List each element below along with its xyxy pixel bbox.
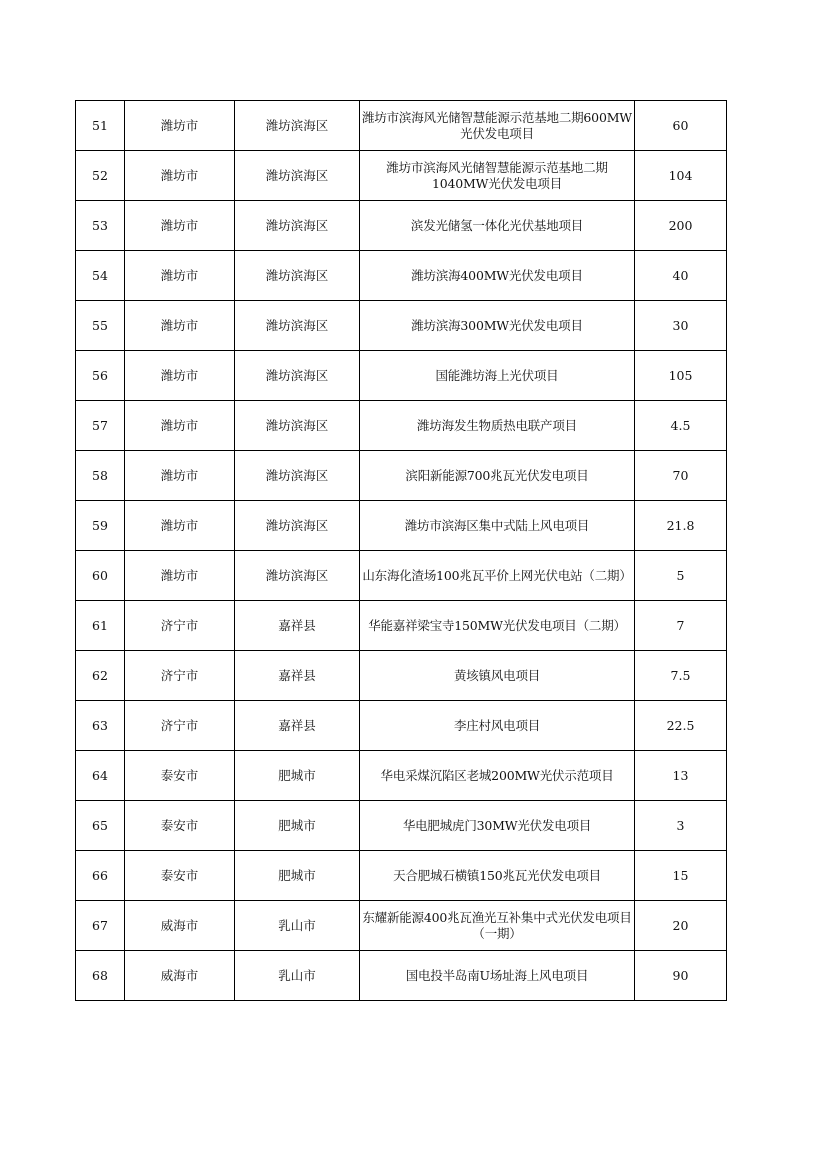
- district-cell: 潍坊滨海区: [235, 551, 360, 601]
- project-name-cell: 李庄村风电项目: [360, 701, 635, 751]
- city-cell: 潍坊市: [125, 351, 235, 401]
- project-name-cell: 天合肥城石横镇150兆瓦光伏发电项目: [360, 851, 635, 901]
- row-number-cell: 63: [76, 701, 125, 751]
- capacity-cell: 20: [635, 901, 727, 951]
- row-number-cell: 51: [76, 101, 125, 151]
- city-cell: 潍坊市: [125, 201, 235, 251]
- city-cell: 威海市: [125, 901, 235, 951]
- project-name-cell: 潍坊市滨海风光储智慧能源示范基地二期1040MW光伏发电项目: [360, 151, 635, 201]
- project-name-cell: 国能潍坊海上光伏项目: [360, 351, 635, 401]
- capacity-cell: 70: [635, 451, 727, 501]
- capacity-cell: 7: [635, 601, 727, 651]
- city-cell: 潍坊市: [125, 401, 235, 451]
- table-row: [76, 951, 727, 1001]
- district-cell: 潍坊滨海区: [235, 251, 360, 301]
- city-cell: 潍坊市: [125, 301, 235, 351]
- capacity-cell: 5: [635, 551, 727, 601]
- capacity-cell: 13: [635, 751, 727, 801]
- city-cell: 威海市: [125, 951, 235, 1001]
- district-cell: 嘉祥县: [235, 701, 360, 751]
- city-cell: 潍坊市: [125, 101, 235, 151]
- row-number-cell: 58: [76, 451, 125, 501]
- project-name-cell: 滨发光储氢一体化光伏基地项目: [360, 201, 635, 251]
- project-name-cell: 潍坊滨海300MW光伏发电项目: [360, 301, 635, 351]
- table-row: [76, 401, 727, 451]
- table-row: [76, 101, 727, 151]
- city-cell: 泰安市: [125, 751, 235, 801]
- row-number-cell: 52: [76, 151, 125, 201]
- table-row: [76, 701, 727, 751]
- table-row: [76, 651, 727, 701]
- table-row: [76, 301, 727, 351]
- district-cell: 潍坊滨海区: [235, 151, 360, 201]
- row-number-cell: 66: [76, 851, 125, 901]
- capacity-cell: 105: [635, 351, 727, 401]
- project-name-cell: 潍坊海发生物质热电联产项目: [360, 401, 635, 451]
- project-name-cell: 黄垓镇风电项目: [360, 651, 635, 701]
- table-row: [76, 901, 727, 951]
- district-cell: 嘉祥县: [235, 601, 360, 651]
- city-cell: 潍坊市: [125, 551, 235, 601]
- table-row: [76, 551, 727, 601]
- city-cell: 潍坊市: [125, 451, 235, 501]
- row-number-cell: 57: [76, 401, 125, 451]
- project-name-cell: 潍坊市滨海区集中式陆上风电项目: [360, 501, 635, 551]
- row-number-cell: 64: [76, 751, 125, 801]
- row-number-cell: 53: [76, 201, 125, 251]
- row-number-cell: 67: [76, 901, 125, 951]
- city-cell: 济宁市: [125, 701, 235, 751]
- capacity-cell: 7.5: [635, 651, 727, 701]
- capacity-cell: 30: [635, 301, 727, 351]
- district-cell: 肥城市: [235, 801, 360, 851]
- district-cell: 嘉祥县: [235, 651, 360, 701]
- row-number-cell: 55: [76, 301, 125, 351]
- city-cell: 潍坊市: [125, 501, 235, 551]
- table-row: [76, 801, 727, 851]
- city-cell: 泰安市: [125, 801, 235, 851]
- capacity-cell: 40: [635, 251, 727, 301]
- district-cell: 肥城市: [235, 851, 360, 901]
- city-cell: 潍坊市: [125, 151, 235, 201]
- row-number-cell: 65: [76, 801, 125, 851]
- district-cell: 潍坊滨海区: [235, 101, 360, 151]
- capacity-cell: 200: [635, 201, 727, 251]
- capacity-cell: 90: [635, 951, 727, 1001]
- city-cell: 济宁市: [125, 651, 235, 701]
- city-cell: 济宁市: [125, 601, 235, 651]
- table-row: [76, 601, 727, 651]
- table-row: [76, 751, 727, 801]
- capacity-cell: 21.8: [635, 501, 727, 551]
- project-name-cell: 潍坊市滨海风光储智慧能源示范基地二期600MW光伏发电项目: [360, 101, 635, 151]
- table-row: [76, 151, 727, 201]
- table-body: [76, 101, 727, 1001]
- city-cell: 潍坊市: [125, 251, 235, 301]
- project-table: [75, 100, 727, 1001]
- capacity-cell: 3: [635, 801, 727, 851]
- district-cell: 乳山市: [235, 951, 360, 1001]
- project-name-cell: 华电肥城虎门30MW光伏发电项目: [360, 801, 635, 851]
- row-number-cell: 56: [76, 351, 125, 401]
- project-name-cell: 潍坊滨海400MW光伏发电项目: [360, 251, 635, 301]
- row-number-cell: 54: [76, 251, 125, 301]
- table-row: [76, 451, 727, 501]
- district-cell: 肥城市: [235, 751, 360, 801]
- district-cell: 潍坊滨海区: [235, 451, 360, 501]
- row-number-cell: 61: [76, 601, 125, 651]
- capacity-cell: 22.5: [635, 701, 727, 751]
- district-cell: 潍坊滨海区: [235, 301, 360, 351]
- capacity-cell: 104: [635, 151, 727, 201]
- project-name-cell: 东耀新能源400兆瓦渔光互补集中式光伏发电项目（一期）: [360, 901, 635, 951]
- row-number-cell: 60: [76, 551, 125, 601]
- table-row: [76, 351, 727, 401]
- project-name-cell: 山东海化渣场100兆瓦平价上网光伏电站（二期）: [360, 551, 635, 601]
- table-row: [76, 251, 727, 301]
- district-cell: 潍坊滨海区: [235, 401, 360, 451]
- project-name-cell: 滨阳新能源700兆瓦光伏发电项目: [360, 451, 635, 501]
- project-name-cell: 国电投半岛南U场址海上风电项目: [360, 951, 635, 1001]
- row-number-cell: 59: [76, 501, 125, 551]
- capacity-cell: 60: [635, 101, 727, 151]
- district-cell: 乳山市: [235, 901, 360, 951]
- district-cell: 潍坊滨海区: [235, 201, 360, 251]
- district-cell: 潍坊滨海区: [235, 351, 360, 401]
- project-name-cell: 华能嘉祥梁宝寺150MW光伏发电项目（二期）: [360, 601, 635, 651]
- table-row: [76, 201, 727, 251]
- project-name-cell: 华电采煤沉陷区老城200MW光伏示范项目: [360, 751, 635, 801]
- city-cell: 泰安市: [125, 851, 235, 901]
- district-cell: 潍坊滨海区: [235, 501, 360, 551]
- capacity-cell: 4.5: [635, 401, 727, 451]
- row-number-cell: 68: [76, 951, 125, 1001]
- capacity-cell: 15: [635, 851, 727, 901]
- row-number-cell: 62: [76, 651, 125, 701]
- table-row: [76, 501, 727, 551]
- table-row: [76, 851, 727, 901]
